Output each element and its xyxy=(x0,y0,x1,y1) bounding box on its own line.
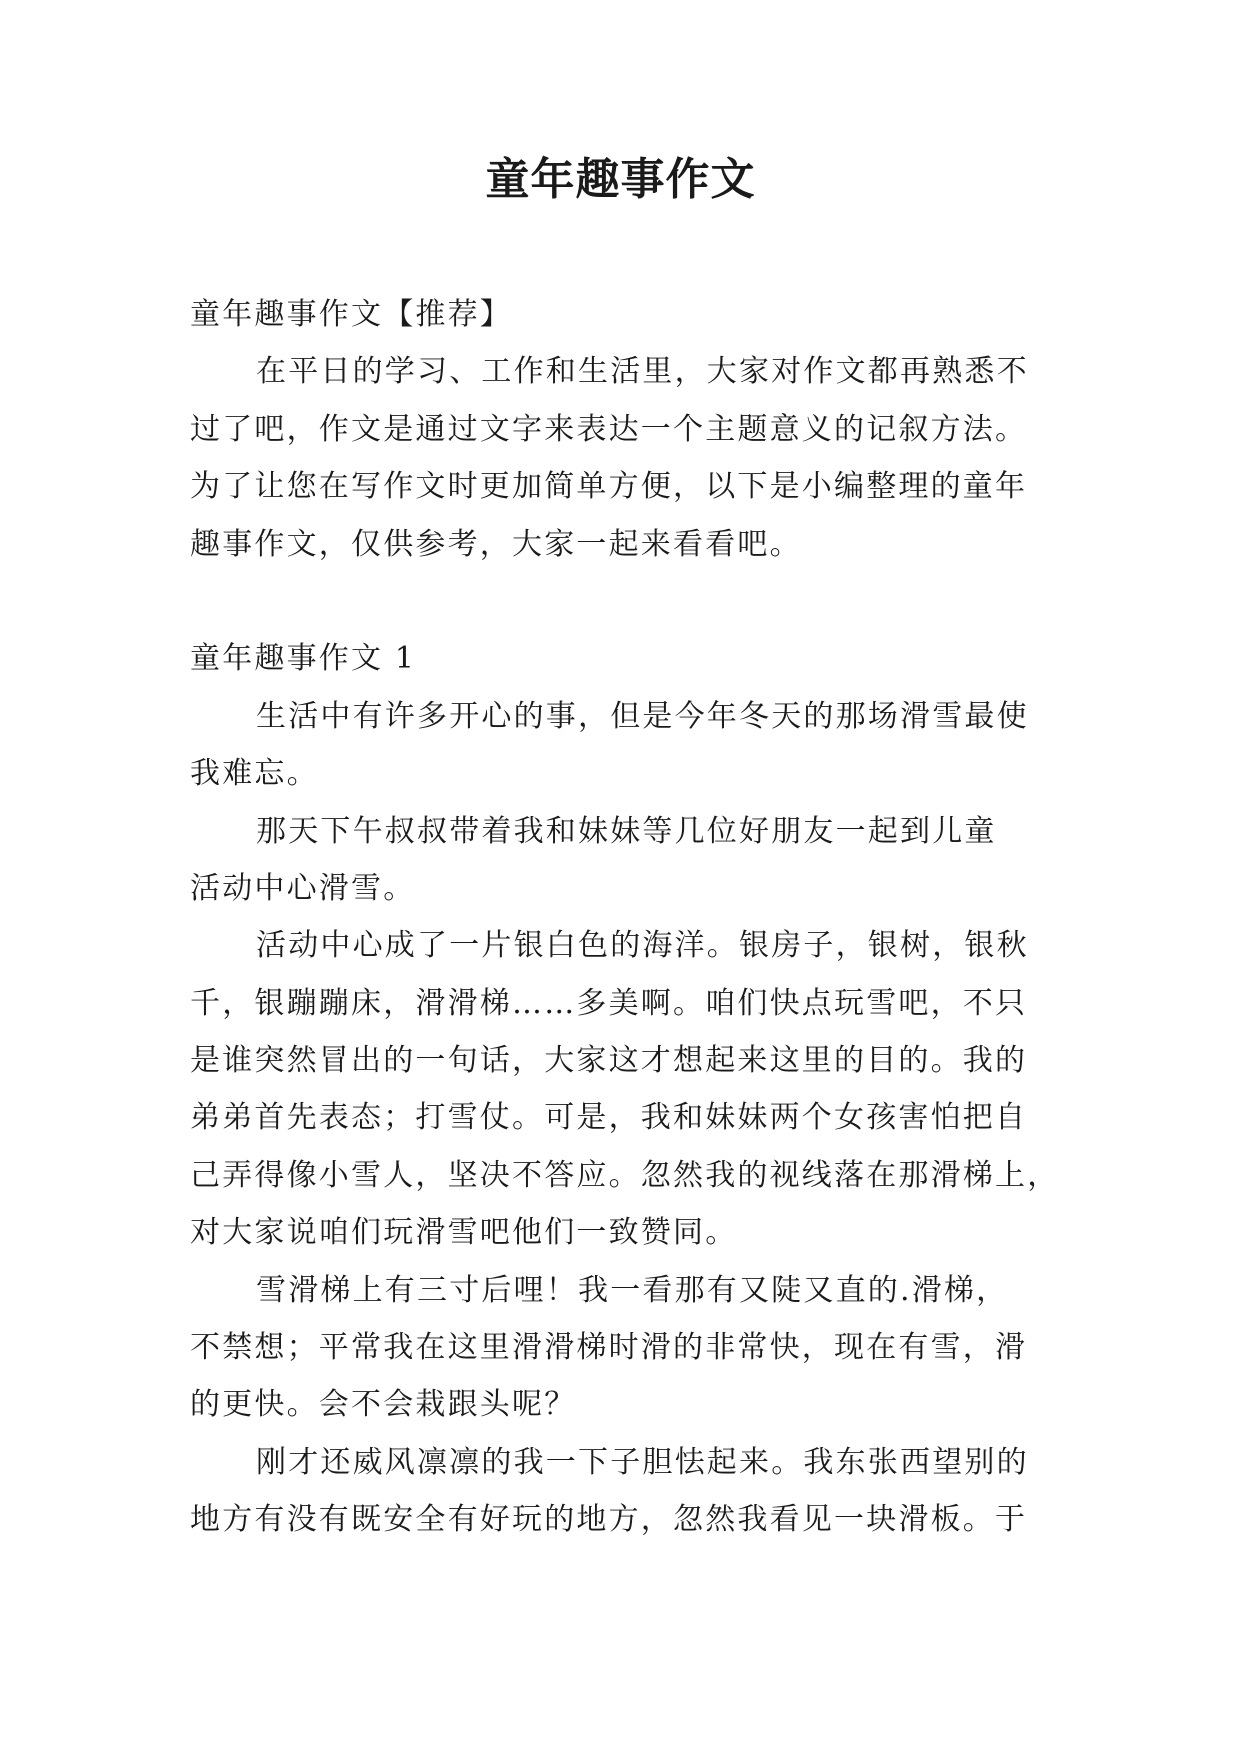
paragraph-line: 我难忘。 xyxy=(190,756,319,792)
paragraph-line: 刚才还威风凛凛的我一下子胆怯起来。我东张西望别的 xyxy=(256,1444,1029,1480)
paragraph-line: 不禁想；平常我在这里滑滑梯时滑的非常快，现在有雪，滑 xyxy=(190,1330,1028,1366)
blank-line xyxy=(190,573,1062,630)
paragraph-line: 雪滑梯上有三寸后哩！我一看那有又陡又直的.滑梯， xyxy=(256,1272,1009,1308)
paragraph-line: 己弄得像小雪人，坚决不答应。忽然我的视线落在那滑梯上， xyxy=(190,1157,1060,1193)
paragraph-line: 为了让您在写作文时更加简单方便，以下是小编整理的童年 xyxy=(190,469,1028,505)
document-body xyxy=(190,286,1062,1549)
paragraph-line: 在平日的学习、工作和生活里，大家对作文都再熟悉不 xyxy=(256,354,1029,390)
paragraph-line: 对大家说咱们玩滑雪吧他们一致赞同。 xyxy=(190,1215,738,1251)
paragraph-line: 过了吧，作文是通过文字来表达一个主题意义的记叙方法。 xyxy=(190,411,1028,447)
paragraph-line: 地方有没有既安全有好玩的地方，忽然我看见一块滑板。于 xyxy=(190,1502,1028,1538)
section-heading: 童年趣事作文 1 xyxy=(190,641,417,677)
paragraph-line: 的更快。会不会栽跟头呢？ xyxy=(190,1387,577,1423)
paragraph-line: 是谁突然冒出的一句话，大家这才想起来这里的目的。我的 xyxy=(190,1043,1028,1079)
paragraph-line: 活动中心滑雪。 xyxy=(190,870,416,906)
paragraph-line: 弟弟首先表态；打雪仗。可是，我和妹妹两个女孩害怕把自 xyxy=(190,1100,1028,1136)
paragraph-line: 生活中有许多开心的事，但是今年冬天的那场滑雪最使 xyxy=(256,698,1029,734)
paragraph-line: 趣事作文，仅供参考，大家一起来看看吧。 xyxy=(190,526,802,562)
paragraph-line: 那天下午叔叔带着我和妹妹等几位好朋友一起到儿童 xyxy=(256,813,997,849)
paragraph-line: 千，银蹦蹦床，滑滑梯……多美啊。咱们快点玩雪吧，不只 xyxy=(190,985,1028,1021)
page-title: 童年趣事作文 xyxy=(485,154,756,205)
paragraph-line: 活动中心成了一片银白色的海洋。银房子，银树，银秋 xyxy=(256,928,1029,964)
section-heading: 童年趣事作文【推荐】 xyxy=(190,297,512,332)
